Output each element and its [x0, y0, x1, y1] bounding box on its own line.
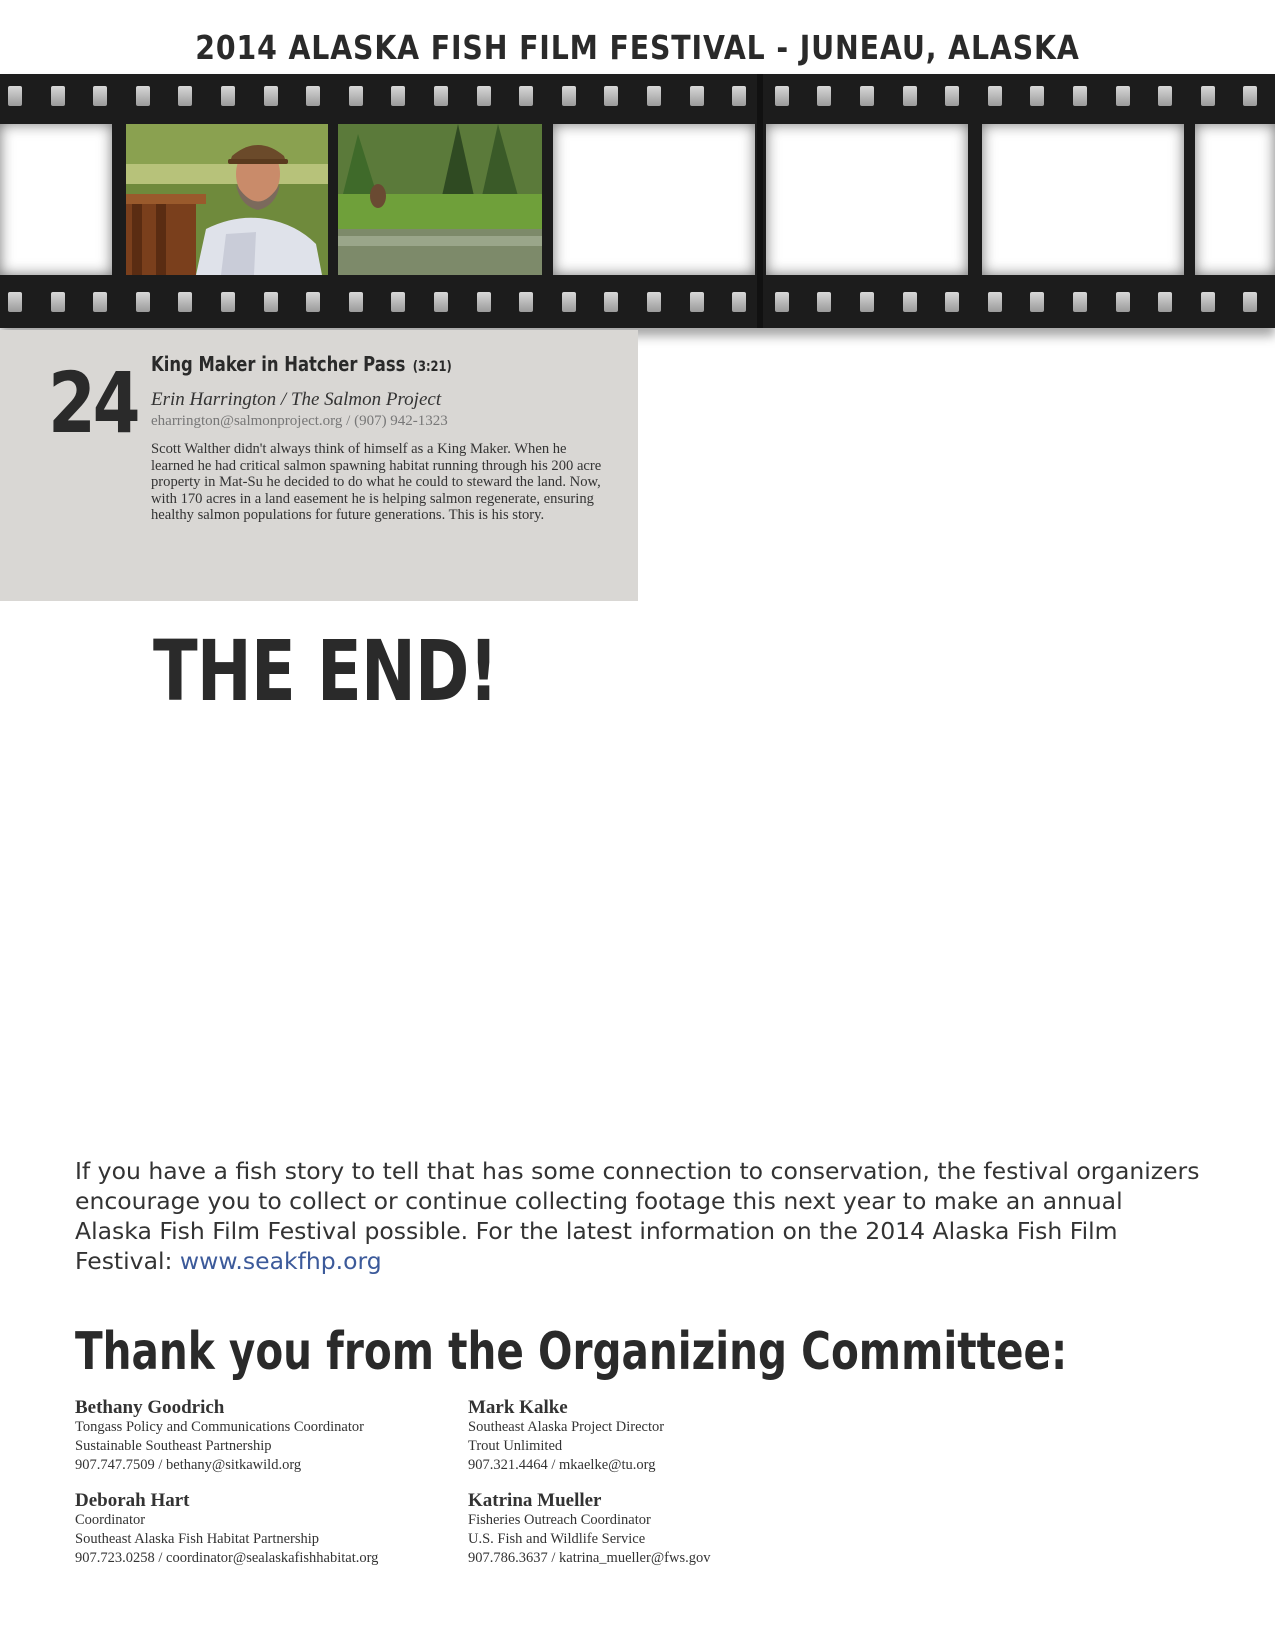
film-perforation — [1116, 86, 1130, 106]
film-perforation — [1073, 86, 1087, 106]
thanks-heading: Thank you from the Organizing Committee: — [75, 1322, 1068, 1382]
member-name: Bethany Goodrich — [75, 1397, 225, 1418]
committee-member — [75, 1491, 445, 1568]
film-perforation — [1158, 86, 1172, 106]
film-perforation — [860, 292, 874, 312]
committee-member — [468, 1491, 838, 1568]
film-entry-panel — [0, 330, 638, 601]
invitation-paragraph — [75, 1156, 1205, 1276]
member-contact[interactable]: 907.786.3637 / katrina_mueller@fws.gov — [468, 1550, 711, 1566]
film-perforation — [8, 86, 22, 106]
film-perforation — [349, 86, 363, 106]
member-name: Katrina Mueller — [468, 1490, 602, 1511]
film-perforation — [817, 292, 831, 312]
river-landscape-image — [338, 124, 542, 275]
website-link[interactable]: www.seakfhp.org — [179, 1247, 382, 1275]
film-splice — [757, 74, 763, 328]
member-title: Tongass Policy and Communications Coordinator — [75, 1419, 364, 1435]
film-perforation — [988, 292, 1002, 312]
film-frames — [0, 124, 1275, 275]
film-perforation — [647, 292, 661, 312]
film-perforation — [690, 86, 704, 106]
film-perforation — [391, 86, 405, 106]
committee-member — [75, 1398, 445, 1475]
member-organization: Sustainable Southeast Partnership — [75, 1438, 272, 1454]
member-organization: U.S. Fish and Wildlife Service — [468, 1531, 646, 1547]
film-perforation — [562, 292, 576, 312]
entry-contact[interactable]: eharrington@salmonproject.org / (907) 942-1323 — [151, 413, 448, 429]
film-perforation — [306, 86, 320, 106]
film-perforation — [1030, 292, 1044, 312]
the-end-heading: THE END! — [153, 622, 498, 720]
member-name: Mark Kalke — [468, 1397, 568, 1418]
member-organization: Trout Unlimited — [468, 1438, 563, 1454]
film-perforation — [51, 292, 65, 312]
invitation-text: If you have a fish story to tell that has some connection to conservation, the festival organizers encourage you to collect or continue collecting footage this next year to make an annual Alaska Fish Film Festival possible. For the latest information on the 2014 Alaska Fish Film Festival: — [75, 1157, 1200, 1275]
empty-frame — [1195, 124, 1275, 275]
film-perforation — [51, 86, 65, 106]
film-perforation — [1201, 86, 1215, 106]
empty-frame — [766, 124, 968, 275]
film-perforation — [221, 86, 235, 106]
film-perforation — [732, 292, 746, 312]
entry-title-text: King Maker in Hatcher Pass — [151, 352, 406, 376]
film-perforation — [264, 86, 278, 106]
film-perforation — [477, 292, 491, 312]
film-perforation — [1116, 292, 1130, 312]
film-perforation — [817, 86, 831, 106]
member-contact[interactable]: 907.321.4464 / mkaelke@tu.org — [468, 1457, 656, 1473]
film-perforation — [519, 292, 533, 312]
member-title: Southeast Alaska Project Director — [468, 1419, 665, 1435]
film-perforation — [1073, 292, 1087, 312]
film-perforation — [178, 86, 192, 106]
river-photo — [338, 124, 542, 275]
committee-member — [468, 1398, 838, 1475]
film-perforation — [775, 292, 789, 312]
film-perforation — [860, 86, 874, 106]
film-perforation — [477, 86, 491, 106]
film-perforation — [604, 292, 618, 312]
film-perforation — [1158, 292, 1172, 312]
film-strip — [0, 74, 1275, 328]
entry-description: Scott Walther didn't always think of himself as a King Maker. When he learned he had critical salmon spawning habitat running through his 200 acre property in Mat-Su he decided to do what he could to steward the land. Now, with 170 acres in a land easement he is helping salmon regenerate, ensuring healthy salmon populations for future generations. This is his story. — [151, 441, 602, 523]
film-perforation — [434, 86, 448, 106]
film-perforation — [93, 292, 107, 312]
film-perforations-bottom — [0, 280, 1275, 320]
film-perforation — [690, 292, 704, 312]
member-contact[interactable]: 907.747.7509 / bethany@sitkawild.org — [75, 1457, 302, 1473]
film-perforation — [604, 86, 618, 106]
empty-frame — [0, 124, 112, 275]
member-contact[interactable]: 907.723.0258 / coordinator@sealaskafishhabitat.org — [75, 1550, 379, 1566]
entry-credit: Erin Harrington / The Salmon Project — [151, 389, 442, 410]
film-perforation — [264, 292, 278, 312]
film-perforation — [136, 86, 150, 106]
festival-title: 2014 ALASKA FISH FILM FESTIVAL - JUNEAU, ALASKA — [195, 28, 1080, 67]
film-perforation — [349, 292, 363, 312]
film-perforation — [1201, 292, 1215, 312]
film-perforation — [178, 292, 192, 312]
film-perforation — [136, 292, 150, 312]
film-perforation — [903, 292, 917, 312]
entry-number: 24 — [48, 354, 138, 452]
member-name: Deborah Hart — [75, 1490, 190, 1511]
empty-frame — [553, 124, 755, 275]
film-perforation — [945, 292, 959, 312]
film-perforation — [775, 86, 789, 106]
film-perforation — [519, 86, 533, 106]
film-perforation — [988, 86, 1002, 106]
film-perforations-top — [0, 74, 1275, 114]
film-perforation — [8, 292, 22, 312]
member-title: Fisheries Outreach Coordinator — [468, 1512, 651, 1528]
film-perforation — [391, 292, 405, 312]
film-perforation — [1243, 86, 1257, 106]
film-perforation — [732, 86, 746, 106]
entry-title — [151, 352, 452, 376]
film-perforation — [647, 86, 661, 106]
film-perforation — [562, 86, 576, 106]
interview-photo — [126, 124, 328, 275]
film-perforation — [1243, 292, 1257, 312]
entry-duration: (3:21) — [412, 359, 452, 375]
man-portrait-image — [126, 124, 328, 275]
empty-frame — [982, 124, 1184, 275]
member-title: Coordinator — [75, 1512, 146, 1528]
film-perforation — [306, 292, 320, 312]
film-perforation — [1030, 86, 1044, 106]
film-perforation — [945, 86, 959, 106]
film-perforation — [93, 86, 107, 106]
film-perforation — [434, 292, 448, 312]
member-organization: Southeast Alaska Fish Habitat Partnership — [75, 1531, 320, 1547]
film-perforation — [221, 292, 235, 312]
film-perforation — [903, 86, 917, 106]
